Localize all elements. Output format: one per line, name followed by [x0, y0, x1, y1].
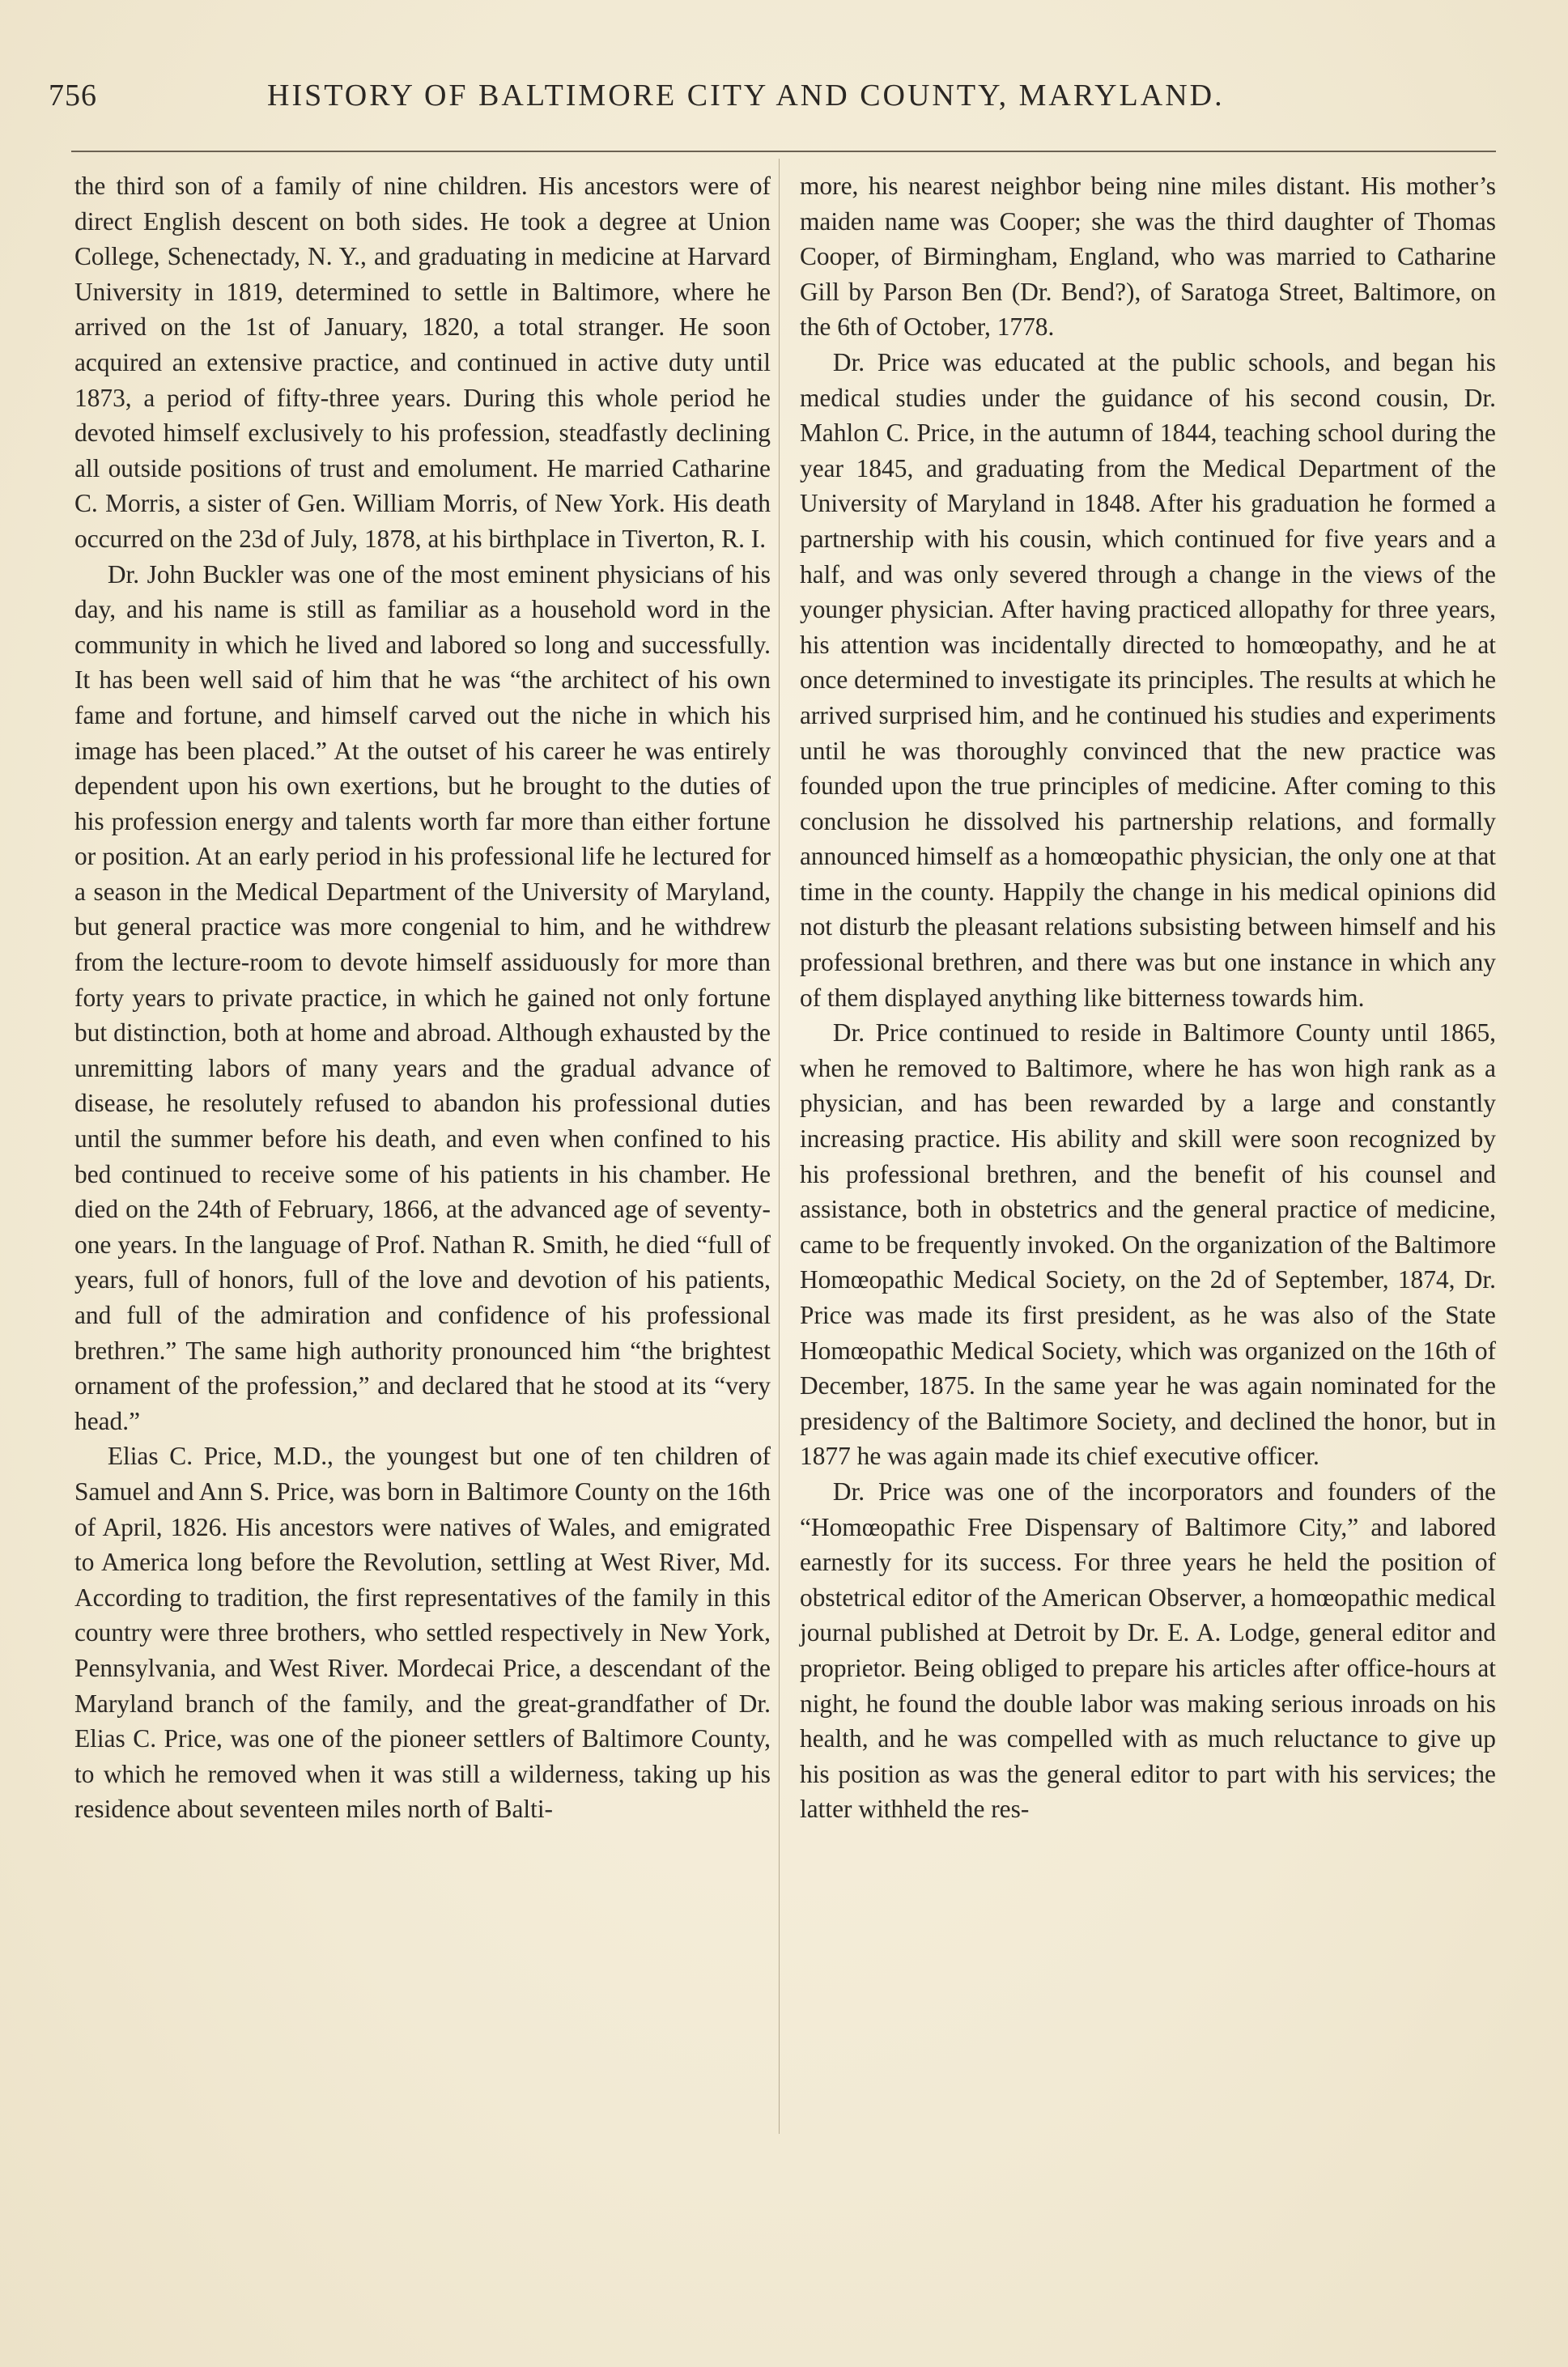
header-rule	[71, 151, 1496, 152]
column-divider	[779, 159, 780, 2134]
paragraph: Dr. Price was one of the incorporators and founders of the “Homœopathic Free Dispensary of Baltimore City,” and labored earnestly for its success. For three years he held the position of obstetrical editor of the American Observer, a homœopathic medical journal published at Detroit by Dr. E. A. Lodge, general editor and proprietor. Being obliged to prepare his articles after office-hours at night, he found the double labor was making serious inroads on his health, and he was compelled with as much reluctance to give up his position as was the general editor to part with his services; the latter withheld the res-	[800, 1477, 1496, 1824]
page-header	[49, 78, 1311, 126]
paragraph: Dr. Price was educated at the public schools, and began his medical studies under the guidance of his second cousin, Dr. Mahlon C. Price, in the autumn of 1844, teaching school during the year 1845, and graduating from the Medical Department of the University of Maryland in 1848. After his graduation he formed a partnership with his cousin, which continued for five years and a half, and was only severed through a change in the views of the younger physician. After having practiced allopathy for three years, his attention was incidentally directed to homœopathy, and he at once determined to investigate its principles. The results at which he arrived surprised him, and he continued his studies and experiments until he was thoroughly convinced that the new practice was founded upon the true principles of medicine. After coming to this conclusion he dissolved his partnership relations, and formally announced himself as a homœopathic physician, the only one at that time in the county. Happily the change in his medical opinions did not disturb the pleasant relations subsisting between himself and his professional brethren, and there was but one instance in which any of them displayed anything like bitterness towards him.	[800, 347, 1496, 1012]
running-head: HISTORY OF BALTIMORE CITY AND COUNTY, MARYLAND.	[267, 79, 1225, 113]
paragraph: Dr. Price continued to reside in Baltimore County until 1865, when he removed to Baltimore, where he has won high rank as a physician, and has been rewarded by a large and constantly increasing practice. His ability and skill were soon recognized by his professional brethren, and the benefit of his counsel and assistance, both in obstetrics and the general practice of medicine, came to be frequently invoked. On the organization of the Baltimore Homœopathic Medical Society, on the 2d of September, 1874, Dr. Price was made its first president, as he was also of the State Homœopathic Medical Society, which was organized on the 16th of December, 1875. In the same year he was again nominated for the presidency of the Baltimore Society, and declined the honor, but in 1877 he was again made its chief executive officer.	[800, 1018, 1496, 1471]
paragraph: Elias C. Price, M.D., the youngest but one of ten children of Samuel and Ann S. Price, was born in Baltimore County on the 16th of April, 1826. His ancestors were natives of Wales, and emigrated to America long before the Revolution, settling at West River, Md. According to tradition, the first representatives of the family in this country were three brothers, who settled respectively in New York, Pennsylvania, and West River. Mordecai Price, a descendant of the Maryland branch of the family, and the great-grandfather of Dr. Elias C. Price, was one of the pioneer settlers of Baltimore County, to which he removed when it was still a wilderness, taking up his residence about seventeen miles north of Balti-	[74, 1442, 771, 1824]
page-number: 756	[49, 79, 97, 113]
paragraph: Dr. John Buckler was one of the most eminent physicians of his day, and his name is still as familiar as a household word in the community in which he lived and labored so long and successfully. It has been well said of him that he was “the architect of his own fame and fortune, and himself carved out the niche in which his image has been placed.” At the outset of his career he was entirely dependent upon his own exertions, but he brought to the duties of his profession energy and talents worth far more than either fortune or position. At an early period in his professional life he lectured for a season in the Medical Department of the University of Maryland, but general practice was more congenial to him, and he withdrew from the lecture-room to devote himself assiduously for more than forty years to private practice, in which he gained not only fortune but distinction, both at home and abroad. Although exhausted by the unremitting labors of many years and the gradual advance of disease, he resolutely refused to abandon his professional duties until the summer before his death, and even when confined to his bed continued to receive some of his patients in his chamber. He died on the 24th of February, 1866, at the advanced age of seventy-one years. In the language of Prof. Nathan R. Smith, he died “full of years, full of honors, full of the love and devotion of his patients, and full of the admiration and confidence of his professional brethren.” The same high authority pronounced him “the brightest ornament of the profession,” and declared that he stood at its “very head.”	[74, 559, 771, 1435]
left-column	[74, 168, 771, 1827]
right-column	[800, 168, 1496, 1827]
paragraph: more, his nearest neighbor being nine miles distant. His mother’s maiden name was Cooper; she was the third daughter of Thomas Cooper, of Birmingham, England, who was married to Catharine Gill by Parson Ben (Dr. Bend?), of Saratoga Street, Baltimore, on the 6th of October, 1778.	[800, 172, 1496, 342]
paragraph: the third son of a family of nine children. His ancestors were of direct English descent on both sides. He took a degree at Union College, Schenectady, N. Y., and graduating in medicine at Harvard University in 1819, determined to settle in Baltimore, where he arrived on the 1st of January, 1820, a total stranger. He soon acquired an extensive practice, and continued in active duty until 1873, a period of fifty-three years. During this whole period he devoted himself exclusively to his profession, steadfastly declining all outside positions of trust and emolument. He married Catharine C. Morris, a sister of Gen. William Morris, of New York. His death occurred on the 23d of July, 1878, at his birthplace in Tiverton, R. I.	[74, 172, 771, 553]
